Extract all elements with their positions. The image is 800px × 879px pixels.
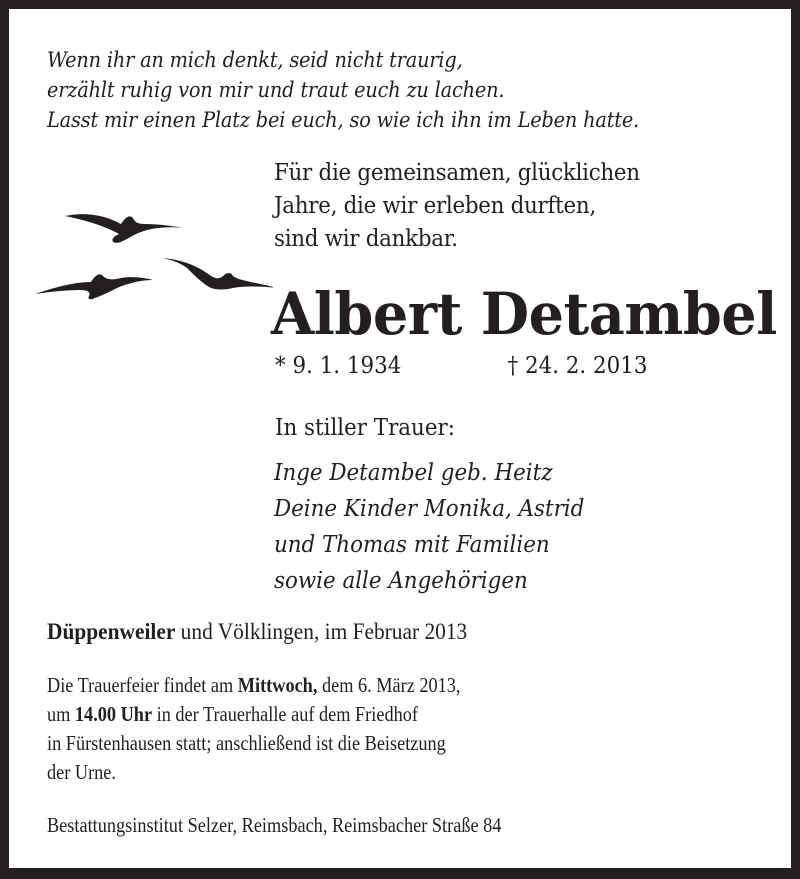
weekday: Mittwoch, — [237, 673, 318, 697]
text: Die Trauerfeier findet am — [47, 673, 238, 697]
thanks-line: Jahre, die wir erleben durften, — [274, 193, 596, 219]
poem-line: Lasst mir einen Platz bei euch, so wie ich ihn im Leben hatte. — [47, 108, 640, 132]
ceremony-line: in Fürstenhausen statt; anschließend ist die Beisetzung — [47, 731, 446, 755]
life-dates — [275, 351, 648, 381]
mourner-line: und Thomas mit Familien — [274, 532, 550, 558]
undertaker-info: Bestattungsinstitut Selzer, Reimsbach, Reimsbacher Straße 84 — [47, 813, 502, 837]
thanks-text — [274, 157, 640, 256]
text: in der Trauerhalle auf dem Friedhof — [152, 702, 418, 726]
ceremony-info — [47, 671, 461, 787]
mourner-line: sowie alle Angehörigen — [274, 568, 528, 594]
time: 14.00 Uhr — [74, 702, 153, 726]
poem-line: erzählt ruhig von mir und traut euch zu lachen. — [47, 78, 505, 102]
ceremony-line — [47, 700, 461, 729]
ceremony-line: der Urne. — [47, 760, 116, 784]
birth-date: * 9. 1. 1934 — [275, 353, 402, 379]
death-date: † 24. 2. 2013 — [507, 353, 648, 379]
thanks-line: sind wir dankbar. — [274, 226, 458, 252]
mourning-label: In stiller Trauer: — [275, 415, 455, 441]
poem — [47, 45, 639, 135]
mourner-line: Deine Kinder Monika, Astrid — [274, 496, 585, 522]
deceased-name: Albert Detambel — [271, 280, 777, 348]
ceremony-line — [47, 671, 461, 700]
mourners-list — [274, 455, 584, 599]
place-rest: und Völklingen, im Februar 2013 — [175, 619, 468, 644]
poem-line: Wenn ihr an mich denkt, seid nicht traurig, — [47, 48, 463, 72]
flying-birds-icon — [33, 204, 273, 304]
obituary-card — [9, 9, 791, 868]
thanks-line: Für die gemeinsamen, glücklichen — [274, 160, 640, 186]
text: um — [47, 702, 75, 726]
place-date-line — [47, 617, 467, 647]
text: dem 6. März 2013, — [317, 673, 461, 697]
mourner-line: Inge Detambel geb. Heitz — [274, 460, 553, 486]
place-bold: Düppenweiler — [47, 619, 176, 644]
